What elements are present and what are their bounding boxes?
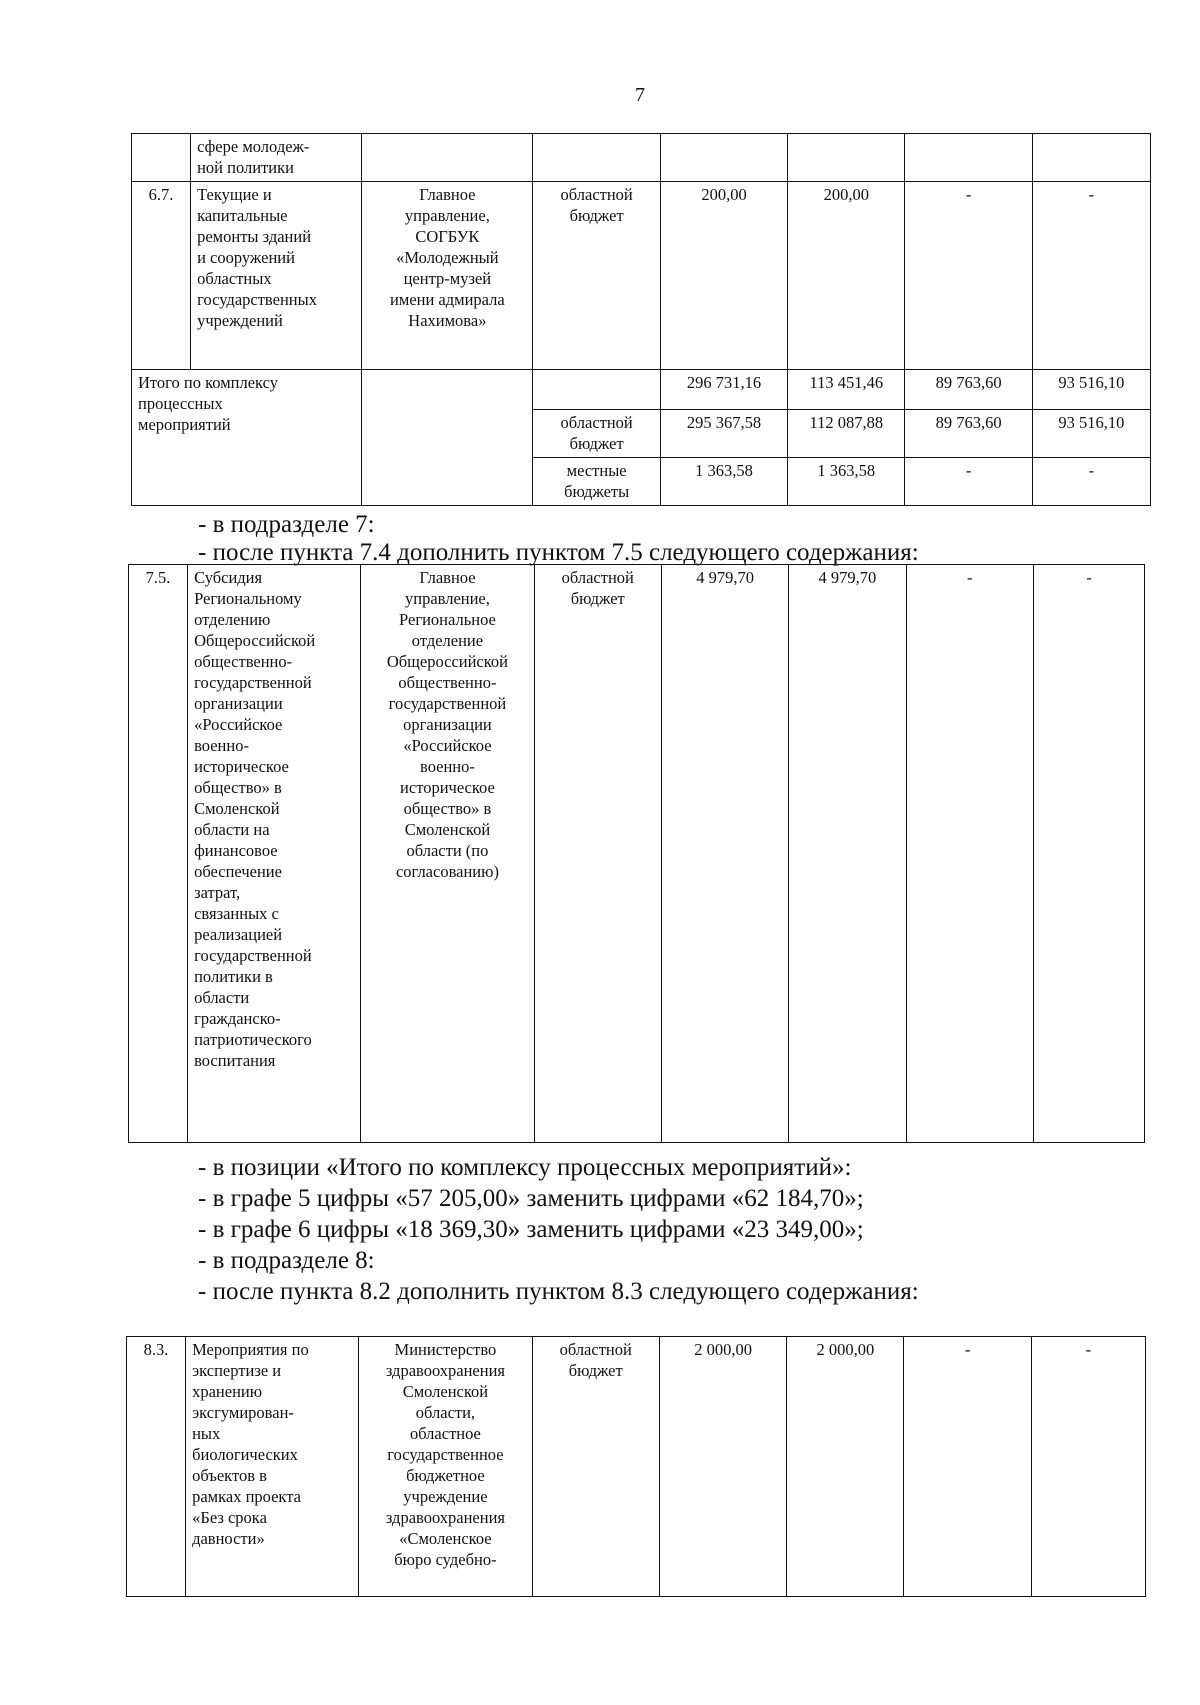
cell-year-2: 89 763,60 (905, 410, 1032, 458)
cell-year-3: - (1032, 182, 1150, 370)
cell-source: местные бюджеты (533, 458, 660, 506)
cell-total: 2 000,00 (659, 1337, 786, 1597)
cell-number: 6.7. (132, 182, 191, 370)
cell-year-1: 200,00 (788, 182, 905, 370)
note-line: - в графе 6 цифры «18 369,30» заменить цифрами «23 349,00»; (198, 1216, 864, 1243)
cell-source: областной бюджет (533, 410, 660, 458)
cell-executor: Главное управление, СОГБУК «Молодежный центр-музей имени адмирала Нахимова» (362, 182, 533, 370)
cell-total: 200,00 (660, 182, 787, 370)
cell-name: сфере молодеж- ной политики (191, 134, 362, 182)
cell-total: 1 363,58 (660, 458, 787, 506)
cell-year-1: 112 087,88 (788, 410, 905, 458)
cell-year-2: - (905, 458, 1032, 506)
cell-year-2: - (906, 565, 1033, 1143)
cell-year-2: 89 763,60 (905, 370, 1032, 410)
note-line: - в графе 5 цифры «57 205,00» заменить цифрами «62 184,70»; (198, 1185, 864, 1212)
cell-number: 7.5. (129, 565, 188, 1143)
cell-number: 8.3. (127, 1337, 186, 1597)
cell-year-3: - (1031, 1337, 1145, 1597)
cell-name: Субсидия Региональному отделению Общероссийской общественно- государственной организации «Российское военно- историческое общество» в Смоленской области на финансовое обеспечение затрат, связанных с реализацией государственной политики в области гражданско- патриотического воспитания (188, 565, 361, 1143)
measures-table-6 (131, 133, 1151, 506)
cell-executor: Главное управление, Региональное отделение Общероссийской общественно- государственной организации «Российское военно- историческое общество» в Смоленской области (по согласованию) (361, 565, 534, 1143)
cell-source: областной бюджет (533, 182, 660, 370)
table-row (132, 370, 1151, 410)
note-line: - в подразделе 8: (198, 1247, 375, 1274)
page-number: 7 (635, 84, 645, 106)
cell-year-2: - (904, 1337, 1031, 1597)
cell-total: 296 731,16 (660, 370, 787, 410)
total-label: Итого по комплексу процессных мероприятий (132, 370, 362, 506)
cell-name: Текущие и капитальные ремонты зданий и сооружений областных государственных учреждений (191, 182, 362, 370)
measures-table-8 (126, 1336, 1146, 1597)
cell-source (533, 370, 660, 410)
note-line: - в подразделе 7: (198, 511, 375, 538)
table-row (132, 134, 1151, 182)
measures-table-7 (128, 564, 1145, 1143)
cell-name: Мероприятия по экспертизе и хранению эксгумирован- ных биологических объектов в рамках проекта «Без срока давности» (186, 1337, 359, 1597)
cell-year-2: - (905, 182, 1032, 370)
table-row (127, 1337, 1146, 1597)
cell-total: 4 979,70 (661, 565, 788, 1143)
cell-year-1: 1 363,58 (788, 458, 905, 506)
table-row (129, 565, 1145, 1143)
cell-year-3: - (1032, 458, 1150, 506)
cell-source: областной бюджет (532, 1337, 659, 1597)
table-row (132, 182, 1151, 370)
note-line: - после пункта 8.2 дополнить пунктом 8.3 следующего содержания: (198, 1278, 919, 1305)
note-line: - после пункта 7.4 дополнить пунктом 7.5 следующего содержания: (198, 539, 919, 566)
cell-year-1: 113 451,46 (788, 370, 905, 410)
cell-year-1: 4 979,70 (789, 565, 906, 1143)
cell-year-1: 2 000,00 (787, 1337, 904, 1597)
cell-year-3: 93 516,10 (1032, 370, 1150, 410)
cell-executor: Министерство здравоохранения Смоленской области, областное государственное бюджетное учреждение здравоохранения «Смоленское бюро судебно- (359, 1337, 532, 1597)
cell-year-3: 93 516,10 (1032, 410, 1150, 458)
cell-source: областной бюджет (534, 565, 661, 1143)
note-line: - в позиции «Итого по комплексу процессных мероприятий»: (198, 1154, 852, 1181)
cell-total: 295 367,58 (660, 410, 787, 458)
cell-year-3: - (1033, 565, 1144, 1143)
